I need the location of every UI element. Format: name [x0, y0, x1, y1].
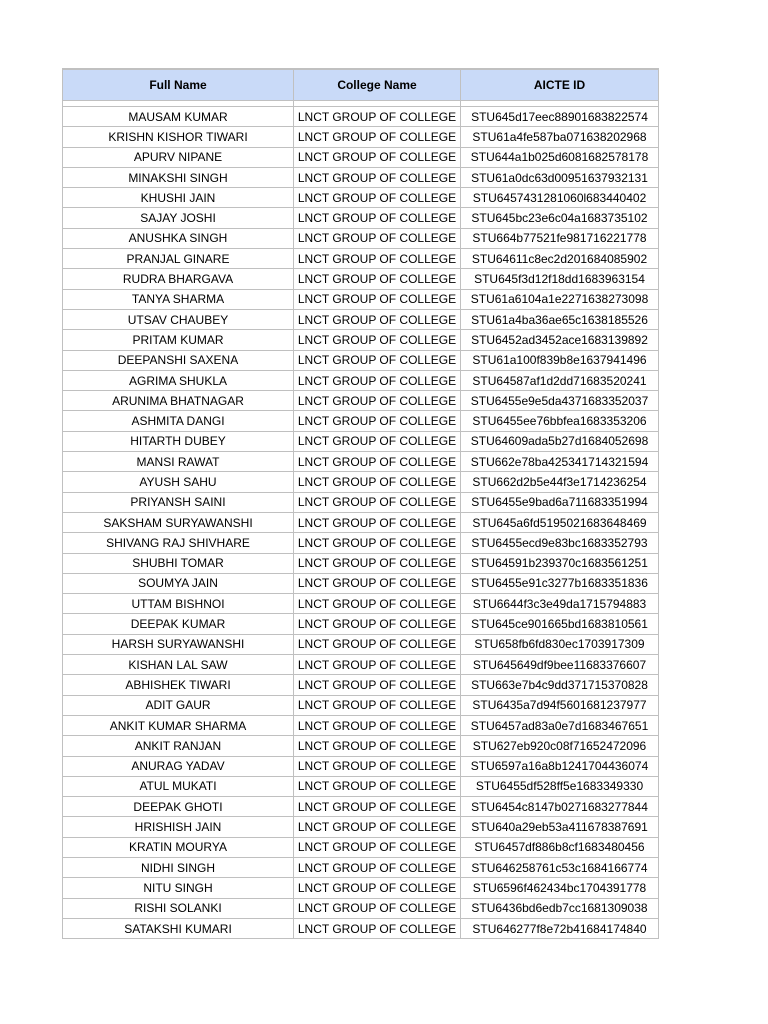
cell-aicte-id: STU6455df528ff5e1683349330	[461, 776, 659, 796]
cell-full-name: RUDRA BHARGAVA	[63, 269, 294, 289]
cell-full-name: HARSH SURYAWANSHI	[63, 634, 294, 654]
cell-full-name: DEEPANSHI SAXENA	[63, 350, 294, 370]
table-row	[63, 492, 659, 512]
table-row	[63, 675, 659, 695]
table-row	[63, 249, 659, 269]
cell-college-name: LNCT GROUP OF COLLEGE	[294, 107, 461, 127]
cell-full-name: ANURAG YADAV	[63, 756, 294, 776]
table-row	[63, 817, 659, 837]
cell-full-name: KRATIN MOURYA	[63, 837, 294, 857]
cell-full-name: PRIYANSH SAINI	[63, 492, 294, 512]
cell-college-name: LNCT GROUP OF COLLEGE	[294, 553, 461, 573]
cell-college-name: LNCT GROUP OF COLLEGE	[294, 127, 461, 147]
table-row	[63, 289, 659, 309]
cell-college-name: LNCT GROUP OF COLLEGE	[294, 594, 461, 614]
cell-full-name: PRANJAL GINARE	[63, 249, 294, 269]
cell-full-name: DEEPAK GHOTI	[63, 797, 294, 817]
cell-aicte-id: STU64609ada5b27d1684052698	[461, 431, 659, 451]
cell-college-name: LNCT GROUP OF COLLEGE	[294, 878, 461, 898]
cell-aicte-id: STU64611c8ec2d201684085902	[461, 249, 659, 269]
table-row	[63, 776, 659, 796]
cell-full-name: SAKSHAM SURYAWANSHI	[63, 512, 294, 532]
cell-college-name: LNCT GROUP OF COLLEGE	[294, 309, 461, 329]
cell-college-name: LNCT GROUP OF COLLEGE	[294, 208, 461, 228]
cell-full-name: AYUSH SAHU	[63, 472, 294, 492]
cell-college-name: LNCT GROUP OF COLLEGE	[294, 533, 461, 553]
cell-aicte-id: STU644a1b025d6081682578178	[461, 147, 659, 167]
table-row	[63, 655, 659, 675]
cell-college-name: LNCT GROUP OF COLLEGE	[294, 411, 461, 431]
cell-aicte-id: STU646277f8e72b41684174840	[461, 918, 659, 938]
cell-full-name: SAJAY JOSHI	[63, 208, 294, 228]
cell-aicte-id: STU61a100f839b8e1637941496	[461, 350, 659, 370]
cell-aicte-id: STU6457ad83a0e7d1683467651	[461, 715, 659, 735]
table-row	[63, 228, 659, 248]
table-row	[63, 512, 659, 532]
cell-aicte-id: STU6457431281060l683440402	[461, 188, 659, 208]
table-row	[63, 391, 659, 411]
table-row	[63, 736, 659, 756]
table-row	[63, 898, 659, 918]
cell-college-name: LNCT GROUP OF COLLEGE	[294, 817, 461, 837]
cell-aicte-id: STU6436bd6edb7cc1681309038	[461, 898, 659, 918]
cell-full-name: ANKIT RANJAN	[63, 736, 294, 756]
column-header-full-name: Full Name	[63, 69, 294, 101]
cell-aicte-id: STU645d17eec88901683822574	[461, 107, 659, 127]
cell-college-name: LNCT GROUP OF COLLEGE	[294, 391, 461, 411]
cell-aicte-id: STU6457df886b8cf1683480456	[461, 837, 659, 857]
cell-full-name: KHUSHI JAIN	[63, 188, 294, 208]
cell-full-name: ASHMITA DANGI	[63, 411, 294, 431]
student-table	[62, 68, 659, 939]
table-row	[63, 370, 659, 390]
cell-aicte-id: STU61a4ba36ae65c1638185526	[461, 309, 659, 329]
table-row	[63, 167, 659, 187]
cell-aicte-id: STU61a0dc63d00951637932131	[461, 167, 659, 187]
header-row	[63, 69, 659, 101]
cell-full-name: TANYA SHARMA	[63, 289, 294, 309]
table-row	[63, 330, 659, 350]
table-row	[63, 857, 659, 877]
cell-aicte-id: STU645f3d12f18dd1683963154	[461, 269, 659, 289]
cell-college-name: LNCT GROUP OF COLLEGE	[294, 472, 461, 492]
cell-college-name: LNCT GROUP OF COLLEGE	[294, 776, 461, 796]
column-header-college-name: College Name	[294, 69, 461, 101]
table-row	[63, 188, 659, 208]
cell-college-name: LNCT GROUP OF COLLEGE	[294, 512, 461, 532]
table-row	[63, 918, 659, 938]
cell-aicte-id: STU664b77521fe981716221778	[461, 228, 659, 248]
cell-college-name: LNCT GROUP OF COLLEGE	[294, 634, 461, 654]
cell-full-name: ANUSHKA SINGH	[63, 228, 294, 248]
cell-aicte-id: STU6452ad3452ace1683139892	[461, 330, 659, 350]
cell-aicte-id: STU6597a16a8b1241704436074	[461, 756, 659, 776]
cell-full-name: ADIT GAUR	[63, 695, 294, 715]
cell-full-name: SHUBHI TOMAR	[63, 553, 294, 573]
cell-full-name: KRISHN KISHOR TIWARI	[63, 127, 294, 147]
cell-full-name: RISHI SOLANKI	[63, 898, 294, 918]
table-body	[63, 101, 659, 939]
cell-full-name: NIDHI SINGH	[63, 857, 294, 877]
cell-aicte-id: STU646258761c53c1684166774	[461, 857, 659, 877]
cell-full-name: ATUL MUKATI	[63, 776, 294, 796]
cell-full-name: MAUSAM KUMAR	[63, 107, 294, 127]
cell-aicte-id: STU6644f3c3e49da1715794883	[461, 594, 659, 614]
cell-college-name: LNCT GROUP OF COLLEGE	[294, 350, 461, 370]
cell-aicte-id: STU61a6104a1e2271638273098	[461, 289, 659, 309]
cell-aicte-id: STU662e78ba425341714321594	[461, 452, 659, 472]
table-row	[63, 431, 659, 451]
cell-college-name: LNCT GROUP OF COLLEGE	[294, 918, 461, 938]
cell-full-name: MANSI RAWAT	[63, 452, 294, 472]
table-row	[63, 553, 659, 573]
cell-college-name: LNCT GROUP OF COLLEGE	[294, 715, 461, 735]
cell-full-name: ARUNIMA BHATNAGAR	[63, 391, 294, 411]
cell-college-name: LNCT GROUP OF COLLEGE	[294, 147, 461, 167]
cell-aicte-id: STU645649df9bee11683376607	[461, 655, 659, 675]
cell-college-name: LNCT GROUP OF COLLEGE	[294, 573, 461, 593]
cell-college-name: LNCT GROUP OF COLLEGE	[294, 756, 461, 776]
cell-aicte-id: STU663e7b4c9dd371715370828	[461, 675, 659, 695]
table-row	[63, 695, 659, 715]
cell-full-name: UTSAV CHAUBEY	[63, 309, 294, 329]
table-row	[63, 756, 659, 776]
cell-college-name: LNCT GROUP OF COLLEGE	[294, 289, 461, 309]
table-row	[63, 715, 659, 735]
cell-college-name: LNCT GROUP OF COLLEGE	[294, 675, 461, 695]
table-row	[63, 878, 659, 898]
table-row	[63, 309, 659, 329]
cell-full-name: DEEPAK KUMAR	[63, 614, 294, 634]
cell-college-name: LNCT GROUP OF COLLEGE	[294, 452, 461, 472]
cell-aicte-id: STU64587af1d2dd71683520241	[461, 370, 659, 390]
table-row	[63, 634, 659, 654]
cell-full-name: NITU SINGH	[63, 878, 294, 898]
cell-aicte-id: STU6455e9bad6a711683351994	[461, 492, 659, 512]
cell-full-name: APURV NIPANE	[63, 147, 294, 167]
table-row	[63, 208, 659, 228]
cell-aicte-id: STU6455ecd9e83bc1683352793	[461, 533, 659, 553]
cell-college-name: LNCT GROUP OF COLLEGE	[294, 736, 461, 756]
cell-college-name: LNCT GROUP OF COLLEGE	[294, 614, 461, 634]
cell-aicte-id: STU6435a7d94f5601681237977	[461, 695, 659, 715]
table-row	[63, 472, 659, 492]
cell-full-name: SHIVANG RAJ SHIVHARE	[63, 533, 294, 553]
cell-college-name: LNCT GROUP OF COLLEGE	[294, 228, 461, 248]
cell-college-name: LNCT GROUP OF COLLEGE	[294, 188, 461, 208]
cell-full-name: ABHISHEK TIWARI	[63, 675, 294, 695]
cell-full-name: ANKIT KUMAR SHARMA	[63, 715, 294, 735]
table-row	[63, 614, 659, 634]
cell-college-name: LNCT GROUP OF COLLEGE	[294, 655, 461, 675]
table-row	[63, 269, 659, 289]
cell-full-name: KISHAN LAL SAW	[63, 655, 294, 675]
column-header-aicte-id: AICTE ID	[461, 69, 659, 101]
cell-full-name: UTTAM BISHNOI	[63, 594, 294, 614]
cell-college-name: LNCT GROUP OF COLLEGE	[294, 492, 461, 512]
cell-aicte-id: STU6596f462434bc1704391778	[461, 878, 659, 898]
cell-college-name: LNCT GROUP OF COLLEGE	[294, 837, 461, 857]
table-row	[63, 594, 659, 614]
cell-full-name: MINAKSHI SINGH	[63, 167, 294, 187]
cell-aicte-id: STU64591b239370c1683561251	[461, 553, 659, 573]
table-row	[63, 533, 659, 553]
cell-aicte-id: STU6455ee76bbfea1683353206	[461, 411, 659, 431]
table-row	[63, 837, 659, 857]
table-row	[63, 107, 659, 127]
cell-aicte-id: STU645bc23e6c04a1683735102	[461, 208, 659, 228]
table-row	[63, 350, 659, 370]
table-row	[63, 127, 659, 147]
cell-aicte-id: STU627eb920c08f71652472096	[461, 736, 659, 756]
cell-full-name: PRITAM KUMAR	[63, 330, 294, 350]
table-row	[63, 411, 659, 431]
cell-full-name: SATAKSHI KUMARI	[63, 918, 294, 938]
cell-college-name: LNCT GROUP OF COLLEGE	[294, 167, 461, 187]
table-row	[63, 147, 659, 167]
cell-college-name: LNCT GROUP OF COLLEGE	[294, 330, 461, 350]
cell-aicte-id: STU6454c8147b0271683277844	[461, 797, 659, 817]
cell-aicte-id: STU640a29eb53a411678387691	[461, 817, 659, 837]
cell-college-name: LNCT GROUP OF COLLEGE	[294, 857, 461, 877]
cell-college-name: LNCT GROUP OF COLLEGE	[294, 797, 461, 817]
cell-aicte-id: STU645ce901665bd1683810561	[461, 614, 659, 634]
table-row	[63, 452, 659, 472]
cell-aicte-id: STU658fb6fd830ec1703917309	[461, 634, 659, 654]
cell-college-name: LNCT GROUP OF COLLEGE	[294, 898, 461, 918]
cell-college-name: LNCT GROUP OF COLLEGE	[294, 431, 461, 451]
cell-full-name: HRISHISH JAIN	[63, 817, 294, 837]
cell-full-name: SOUMYA JAIN	[63, 573, 294, 593]
table-row	[63, 573, 659, 593]
cell-college-name: LNCT GROUP OF COLLEGE	[294, 695, 461, 715]
cell-college-name: LNCT GROUP OF COLLEGE	[294, 269, 461, 289]
cell-aicte-id: STU6455e91c3277b1683351836	[461, 573, 659, 593]
table-row	[63, 797, 659, 817]
cell-aicte-id: STU61a4fe587ba071638202968	[461, 127, 659, 147]
cell-full-name: HITARTH DUBEY	[63, 431, 294, 451]
cell-college-name: LNCT GROUP OF COLLEGE	[294, 249, 461, 269]
cell-college-name: LNCT GROUP OF COLLEGE	[294, 370, 461, 390]
cell-aicte-id: STU662d2b5e44f3e1714236254	[461, 472, 659, 492]
cell-aicte-id: STU645a6fd5195021683648469	[461, 512, 659, 532]
cell-aicte-id: STU6455e9e5da4371683352037	[461, 391, 659, 411]
cell-full-name: AGRIMA SHUKLA	[63, 370, 294, 390]
